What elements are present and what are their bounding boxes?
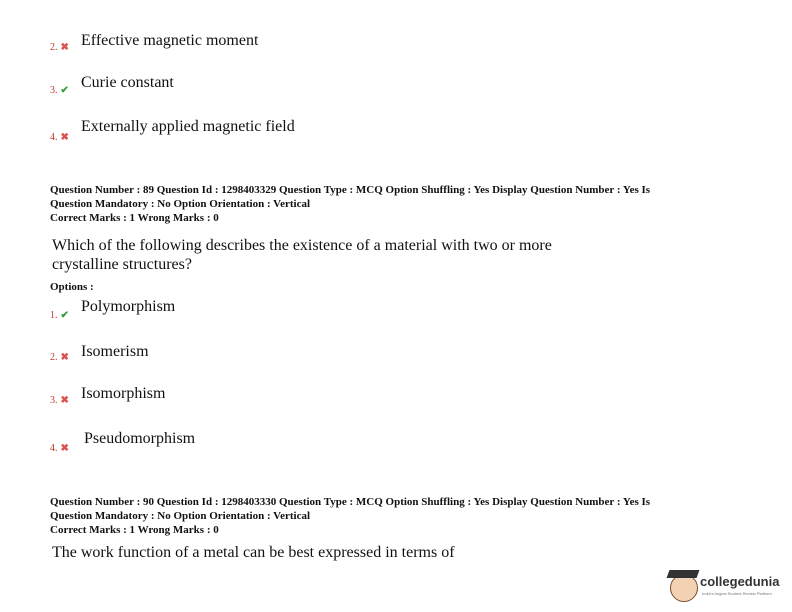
option-text: Pseudomorphism bbox=[84, 430, 196, 447]
q89-meta bbox=[50, 183, 650, 225]
check-icon: ✔ bbox=[60, 310, 69, 321]
meta-line: Question Mandatory : No Option Orientation : Vertical bbox=[50, 510, 311, 522]
options-label: Options : bbox=[50, 281, 94, 293]
option-text: Isomerism bbox=[81, 343, 149, 360]
meta-line: Question Number : 90 Question Id : 1298403330 Question Type : MCQ Option Shuffling : Yes Display Question Number : Yes Is bbox=[50, 496, 651, 508]
meta-line: Question Number : 89 Question Id : 1298403329 Question Type : MCQ Option Shuffling : Yes Display Question Number : Yes Is bbox=[50, 184, 651, 196]
q89-question-text bbox=[52, 236, 612, 274]
meta-line: Correct Marks : 1 Wrong Marks : 0 bbox=[50, 524, 219, 536]
option-text: Isomorphism bbox=[81, 385, 166, 402]
question-line: Which of the following describes the existence of a material with two or more bbox=[52, 237, 552, 254]
option-number: 2. bbox=[50, 42, 58, 53]
option-text: Polymorphism bbox=[81, 298, 176, 315]
meta-line: Question Mandatory : No Option Orientation : Vertical bbox=[50, 198, 311, 210]
option-number: 1. bbox=[50, 310, 58, 321]
q90-meta bbox=[50, 495, 650, 537]
cross-icon: ✖ bbox=[60, 352, 69, 363]
cross-icon: ✖ bbox=[60, 395, 69, 406]
logo-tagline: India's largest Student Review Platform bbox=[702, 591, 772, 596]
option-number: 4. bbox=[50, 132, 58, 143]
option-number: 3. bbox=[50, 85, 58, 96]
q90-question-text bbox=[52, 543, 612, 562]
option-number: 2. bbox=[50, 352, 58, 363]
meta-line: Correct Marks : 1 Wrong Marks : 0 bbox=[50, 212, 219, 224]
option-number: 4. bbox=[50, 443, 58, 454]
option-text: Effective magnetic moment bbox=[81, 32, 259, 49]
check-icon: ✔ bbox=[60, 85, 69, 96]
question-line: crystalline structures? bbox=[52, 256, 192, 273]
cross-icon: ✖ bbox=[60, 42, 69, 53]
mascot-icon bbox=[670, 574, 698, 602]
collegedunia-logo bbox=[668, 568, 786, 608]
cross-icon: ✖ bbox=[60, 132, 69, 143]
question-line: The work function of a metal can be best expressed in terms of bbox=[52, 544, 455, 561]
option-text: Externally applied magnetic field bbox=[81, 118, 295, 135]
grad-cap-icon bbox=[667, 570, 700, 578]
cross-icon: ✖ bbox=[60, 443, 69, 454]
logo-brand: collegedunia bbox=[700, 574, 780, 589]
option-text: Curie constant bbox=[81, 74, 174, 91]
option-number: 3. bbox=[50, 395, 58, 406]
